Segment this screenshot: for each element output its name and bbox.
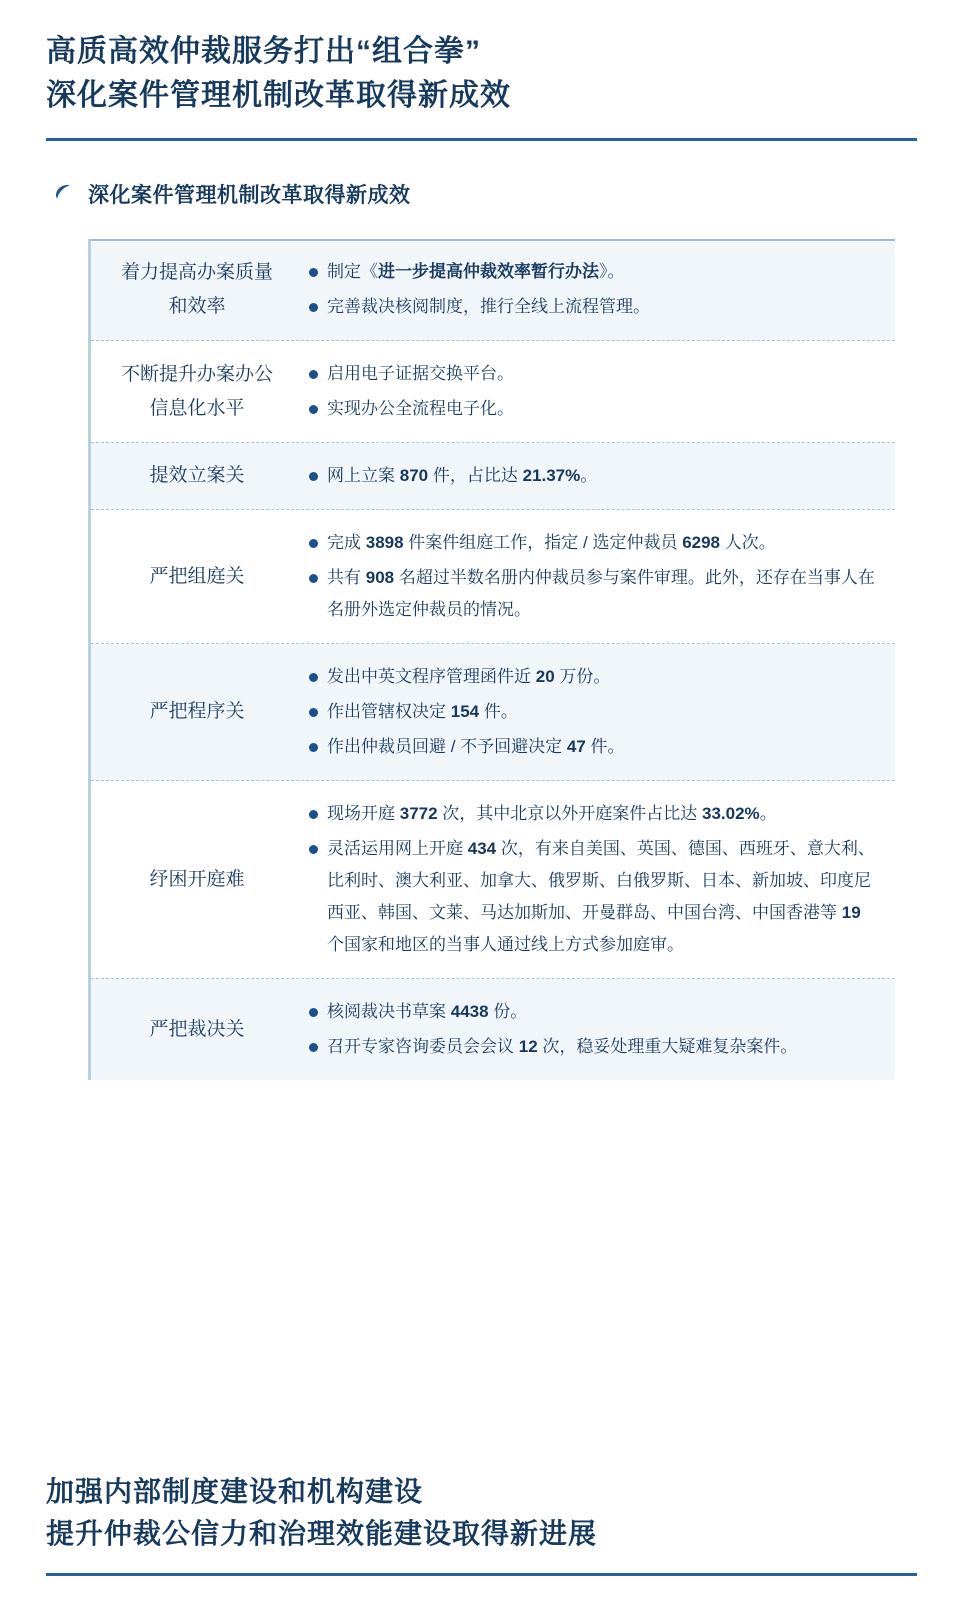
- bullet-dot-icon: [309, 370, 318, 379]
- bullet-item: [309, 291, 879, 323]
- title-divider: [46, 138, 917, 141]
- bullet-text: 作出仲裁员回避 / 不予回避决定 47 件。: [327, 737, 625, 756]
- table-row: [91, 510, 895, 644]
- bullet-item: [309, 731, 879, 763]
- table-row-label: 严把组庭关: [149, 565, 245, 587]
- table-row-label: 提效立案关: [149, 465, 245, 486]
- bullet-item: [309, 393, 879, 425]
- bullet-item: [309, 833, 879, 961]
- bullet-dot-icon: [309, 673, 318, 682]
- table-row: [91, 979, 895, 1080]
- table-row-label: 纾困开庭难: [149, 868, 245, 890]
- section-heading-label: 深化案件管理机制改革取得新成效: [88, 184, 411, 207]
- bullet-text: 实现办公全流程电子化。: [327, 399, 514, 418]
- bullet-text: 完善裁决核阅制度，推行全线上流程管理。: [327, 297, 650, 316]
- bullet-text: 现场开庭 3772 次，其中北京以外开庭案件占比达 33.02%。: [327, 804, 777, 823]
- table-row-body: [303, 644, 895, 780]
- bullet-dot-icon: [309, 268, 318, 277]
- table-row: [91, 239, 895, 341]
- table-row-body: [303, 341, 895, 442]
- table-row-label: 严把裁决关: [149, 1018, 245, 1040]
- footer-divider: [46, 1573, 917, 1576]
- table-row: [91, 341, 895, 443]
- table-row-body: [303, 510, 895, 643]
- bullet-dot-icon: [309, 1008, 318, 1017]
- table-row-body: [303, 781, 895, 978]
- bullet-text: 发出中英文程序管理函件近 20 万份。: [327, 667, 611, 686]
- table-top-border: [91, 239, 895, 241]
- table-row-label: 严把程序关: [149, 701, 245, 722]
- bullet-text: 网上立案 870 件，占比达 21.37%。: [327, 466, 598, 485]
- bullet-item: [309, 256, 879, 288]
- page-title: [46, 0, 917, 118]
- bullet-text: 作出管辖权决定 154 件。: [327, 702, 518, 721]
- bullet-dot-icon: [309, 574, 318, 583]
- bullet-dot-icon: [309, 1043, 318, 1052]
- table-row-body: [303, 239, 895, 340]
- bullet-dot-icon: [309, 472, 318, 481]
- bullet-item: [309, 358, 879, 390]
- bullet-text: 核阅裁决书草案 4438 份。: [327, 1002, 528, 1021]
- bullet-dot-icon: [309, 743, 318, 752]
- footer-heading: [46, 1471, 917, 1576]
- bullet-item: [309, 798, 879, 830]
- bullet-item: [309, 460, 879, 492]
- bullet-text: 启用电子证据交换平台。: [327, 364, 514, 383]
- bullet-item: [309, 562, 879, 626]
- bullet-item: [309, 661, 879, 693]
- bullet-text: 灵活运用网上开庭 434 次，有来自美国、英国、德国、西班牙、意大利、比利时、澳大利亚、加拿大、俄罗斯、白俄罗斯、日本、新加坡、印度尼西亚、韩国、文莱、马达加斯加、开曼群岛、中国台湾、中国香港等 19 个国家和地区的当事人通过线上方式参加庭审。: [327, 839, 875, 954]
- bullet-item: [309, 527, 879, 559]
- table-row-body: [303, 443, 895, 509]
- bullet-item: [309, 996, 879, 1028]
- ribbon-seal-icon: [54, 183, 76, 205]
- page-title-line-2: 深化案件管理机制改革取得新成效: [46, 79, 511, 112]
- table-row-label: 不断提升办案办公 信息化水平: [120, 363, 273, 419]
- bullet-item: [309, 696, 879, 728]
- bullet-dot-icon: [309, 810, 318, 819]
- table-row: [91, 644, 895, 781]
- footer-heading-line-1: 加强内部制度建设和机构建设: [46, 1476, 424, 1507]
- bullet-dot-icon: [309, 539, 318, 548]
- bullet-item: [309, 1031, 879, 1063]
- section-heading: [54, 179, 917, 209]
- bullet-dot-icon: [309, 303, 318, 312]
- bullet-dot-icon: [309, 405, 318, 414]
- bullet-text: 共有 908 名超过半数名册内仲裁员参与案件审理。此外，还存在当事人在名册外选定仲裁员的情况。: [327, 568, 875, 619]
- table-row: [91, 781, 895, 979]
- page-title-line-1: 高质高效仲裁服务打出“组合拳”: [46, 35, 481, 68]
- bullet-dot-icon: [309, 845, 318, 854]
- table-row-body: [303, 979, 895, 1080]
- case-management-table: [88, 239, 895, 1080]
- bullet-text: 制定《进一步提高仲裁效率暂行办法》。: [327, 262, 625, 281]
- table-row: [91, 443, 895, 510]
- bullet-text: 完成 3898 件案件组庭工作，指定 / 选定仲裁员 6298 人次。: [327, 533, 776, 552]
- bullet-text: 召开专家咨询委员会会议 12 次，稳妥处理重大疑难复杂案件。: [327, 1037, 798, 1056]
- table-row-label: 着力提高办案质量 和效率: [120, 261, 273, 317]
- footer-heading-line-2: 提升仲裁公信力和治理效能建设取得新进展: [46, 1518, 598, 1549]
- bullet-dot-icon: [309, 708, 318, 717]
